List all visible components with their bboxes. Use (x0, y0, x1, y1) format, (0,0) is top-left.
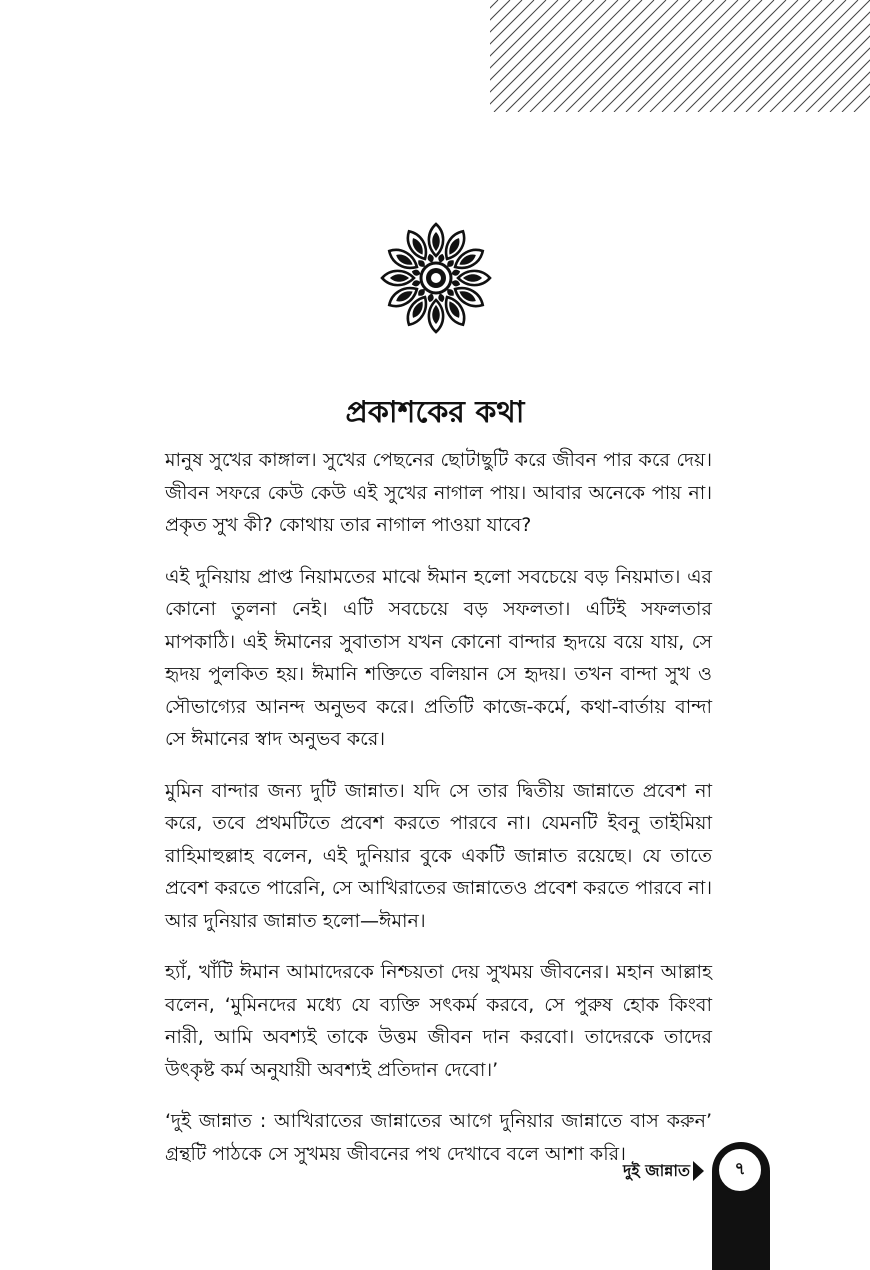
footer-book-title: দুই জান্নাত (622, 1161, 690, 1180)
corner-hatch-decoration (490, 0, 870, 112)
flower-ornament-icon (380, 222, 492, 334)
page-number: ৭ (716, 1146, 764, 1194)
body-text (165, 444, 712, 1189)
paragraph-2: এই দুনিয়ায় প্রাপ্ত নিয়ামতের মাঝে ঈমান হলো সবচেয়ে বড় নিয়মাত। এর কোনো তুলনা নেই। এটি সবচেয়ে বড় সফলতা। এটিই সফলতার মাপকাঠি। এই ঈমানের সুবাতাস যখন কোনো বান্দার হৃদয়ে বয়ে যায়, সে হৃদয় পুলকিত হয়। ঈমানি শক্তিতে বলিয়ান সে হৃদয়। তখন বান্দা সুখ ও সৌভাগ্যের আনন্দ অনুভব করে। প্রতিটি কাজে-কর্মে, কথা-বার্তায় বান্দা সে ঈমানের স্বাদ অনুভব করে। (165, 565, 712, 750)
paragraph-1: মানুষ সুখের কাঙ্গাল। সুখের পেছনের ছোটাছুটি করে জীবন পার করে দেয়। জীবন সফরে কেউ কেউ এই সুখের নাগাল পায়। আবার অনেকে পায় না। প্রকৃত সুখ কী? কোথায় তার নাগাল পাওয়া যাবে? (165, 449, 712, 536)
paragraph-5: ‘দুই জান্নাত : আখিরাতের জান্নাতের আগে দুনিয়ার জান্নাতে বাস করুন’ গ্রন্থটি পাঠকে সে সুখময় জীবনের পথ দেখাবে বলে আশা করি। (165, 1110, 712, 1165)
triangle-right-icon (693, 1161, 704, 1181)
page-title: প্রকাশকের কথা (345, 395, 525, 430)
paragraph-4: হ্যাঁ, খাঁটি ঈমান আমাদেরকে নিশ্চয়তা দেয় সুখময় জীবনের। মহান আল্লাহ বলেন, ‘মুমিনদের মধ্যে যে ব্যক্তি সৎকর্ম করবে, সে পুরুষ হোক কিংবা নারী, আমি অবশ্যই তাকে উত্তম জীবন দান করবো। তাদেরকে তাদের উৎকৃষ্ট কর্ম অনুযায়ী অবশ্যই প্রতিদান দেবো।’ (165, 961, 712, 1081)
paragraph-3: মুমিন বান্দার জন্য দুটি জান্নাত। যদি সে তার দ্বিতীয় জান্নাতে প্রবেশ না করে, তবে প্রথমটিতে প্রবেশ করতে পারবে না। যেমনটি ইবনু তাইমিয়া রাহিমাহুল্লাহ বলেন, এই দুনিয়ার বুকে একটি জান্নাত রয়েছে। যে তাতে প্রবেশ করতে পারেনি, সে আখিরাতের জান্নাতেও প্রবেশ করতে পারবে না। আর দুনিয়ার জান্নাত হলো—ঈমান। (165, 779, 712, 932)
